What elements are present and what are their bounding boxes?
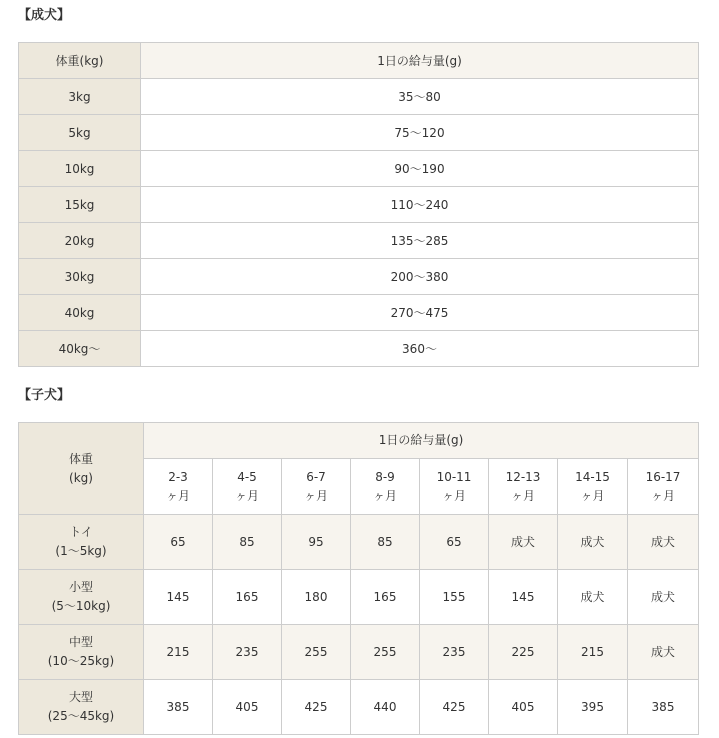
adult-row bbox=[19, 259, 699, 295]
adult-row bbox=[19, 151, 699, 187]
adult-amount-cell: 75〜120 bbox=[141, 115, 699, 151]
adult-row bbox=[19, 331, 699, 367]
puppy-month-unit: ヶ月 bbox=[580, 488, 605, 503]
puppy-month-range: 6-7 bbox=[306, 469, 326, 484]
puppy-amount-cell: 385 bbox=[144, 680, 213, 735]
puppy-amount-cell: 85 bbox=[213, 515, 282, 570]
puppy-size-label: トイ bbox=[69, 525, 93, 539]
puppy-amount-cell: 165 bbox=[351, 570, 420, 625]
adult-weight-cell: 20kg bbox=[19, 223, 141, 259]
puppy-month-unit: ヶ月 bbox=[234, 488, 259, 503]
puppy-amount-cell: 145 bbox=[144, 570, 213, 625]
puppy-month-range: 10-11 bbox=[436, 469, 472, 484]
puppy-month-unit: ヶ月 bbox=[441, 488, 466, 503]
puppy-month-range: 14-15 bbox=[575, 469, 610, 484]
adult-row bbox=[19, 115, 699, 151]
puppy-row bbox=[19, 625, 699, 680]
puppy-size-range: (5〜10kg) bbox=[51, 599, 111, 613]
puppy-size-label: 中型 bbox=[68, 635, 93, 649]
puppy-row bbox=[19, 680, 699, 735]
adult-amount-cell: 35〜80 bbox=[141, 79, 699, 115]
puppy-row bbox=[19, 570, 699, 625]
puppy-amount-cell: 成犬 bbox=[558, 515, 628, 570]
puppy-amount-cell: 145 bbox=[489, 570, 558, 625]
puppy-amount-cell: 95 bbox=[282, 515, 351, 570]
adult-amount-header: 1日の給与量(g) bbox=[141, 43, 699, 79]
puppy-month-unit: ヶ月 bbox=[510, 488, 535, 503]
adult-weight-cell: 40kg bbox=[19, 295, 141, 331]
puppy-month-header bbox=[558, 459, 628, 515]
puppy-month-header bbox=[282, 459, 351, 515]
puppy-amount-cell: 425 bbox=[282, 680, 351, 735]
puppy-amount-cell: 235 bbox=[420, 625, 489, 680]
puppy-header-row bbox=[19, 423, 699, 459]
adult-amount-cell: 200〜380 bbox=[141, 259, 699, 295]
puppy-feeding-table bbox=[18, 422, 699, 735]
puppy-amount-cell: 成犬 bbox=[628, 625, 699, 680]
puppy-amount-cell: 85 bbox=[351, 515, 420, 570]
puppy-amount-cell: 255 bbox=[351, 625, 420, 680]
puppy-amount-cell: 65 bbox=[420, 515, 489, 570]
adult-weight-cell: 15kg bbox=[19, 187, 141, 223]
adult-weight-header: 体重(kg) bbox=[19, 43, 141, 79]
adult-row bbox=[19, 187, 699, 223]
puppy-amount-cell: 425 bbox=[420, 680, 489, 735]
adult-amount-cell: 135〜285 bbox=[141, 223, 699, 259]
adult-weight-cell: 3kg bbox=[19, 79, 141, 115]
puppy-size-range: (1〜5kg) bbox=[55, 544, 107, 558]
adult-header-row bbox=[19, 43, 699, 79]
adult-amount-cell: 90〜190 bbox=[141, 151, 699, 187]
puppy-amount-cell: 成犬 bbox=[489, 515, 558, 570]
puppy-month-header bbox=[628, 459, 699, 515]
adult-amount-cell: 270〜475 bbox=[141, 295, 699, 331]
puppy-amount-cell: 440 bbox=[351, 680, 420, 735]
adult-row bbox=[19, 223, 699, 259]
puppy-month-range: 12-13 bbox=[505, 469, 541, 484]
puppy-size-cell bbox=[19, 680, 144, 735]
adult-weight-cell: 30kg bbox=[19, 259, 141, 295]
puppy-amount-header: 1日の給与量(g) bbox=[144, 423, 699, 459]
adult-row bbox=[19, 295, 699, 331]
puppy-amount-cell: 155 bbox=[420, 570, 489, 625]
adult-weight-cell: 5kg bbox=[19, 115, 141, 151]
puppy-amount-cell: 255 bbox=[282, 625, 351, 680]
puppy-amount-cell: 成犬 bbox=[558, 570, 628, 625]
puppy-amount-cell: 385 bbox=[628, 680, 699, 735]
adult-weight-cell: 10kg bbox=[19, 151, 141, 187]
puppy-amount-cell: 235 bbox=[213, 625, 282, 680]
puppy-amount-cell: 405 bbox=[489, 680, 558, 735]
puppy-weight-header-line2: (kg) bbox=[69, 470, 93, 485]
puppy-month-header bbox=[351, 459, 420, 515]
puppy-month-unit: ヶ月 bbox=[372, 488, 397, 503]
puppy-row bbox=[19, 515, 699, 570]
puppy-amount-cell: 395 bbox=[558, 680, 628, 735]
puppy-month-header bbox=[213, 459, 282, 515]
puppy-month-range: 16-17 bbox=[645, 469, 681, 484]
puppy-size-cell bbox=[19, 625, 144, 680]
adult-amount-cell: 360〜 bbox=[141, 331, 699, 367]
adult-amount-cell: 110〜240 bbox=[141, 187, 699, 223]
puppy-amount-cell: 215 bbox=[558, 625, 628, 680]
puppy-weight-header bbox=[19, 423, 144, 515]
puppy-size-label: 小型 bbox=[68, 580, 93, 594]
puppy-amount-cell: 成犬 bbox=[628, 515, 699, 570]
puppy-amount-cell: 180 bbox=[282, 570, 351, 625]
puppy-amount-cell: 405 bbox=[213, 680, 282, 735]
puppy-amount-cell: 165 bbox=[213, 570, 282, 625]
puppy-month-unit: ヶ月 bbox=[650, 488, 675, 503]
puppy-month-range: 8-9 bbox=[375, 469, 395, 484]
adult-heading: 【成犬】 bbox=[18, 8, 71, 23]
puppy-amount-cell: 65 bbox=[144, 515, 213, 570]
puppy-month-unit: ヶ月 bbox=[303, 488, 328, 503]
puppy-amount-cell: 225 bbox=[489, 625, 558, 680]
adult-feeding-table bbox=[18, 42, 699, 367]
puppy-heading: 【子犬】 bbox=[18, 388, 71, 403]
puppy-month-header bbox=[420, 459, 489, 515]
puppy-month-range: 2-3 bbox=[168, 469, 188, 484]
puppy-weight-header-line1: 体重 bbox=[68, 451, 93, 466]
adult-row bbox=[19, 79, 699, 115]
puppy-size-cell bbox=[19, 515, 144, 570]
puppy-month-range: 4-5 bbox=[237, 469, 257, 484]
puppy-size-range: (10〜25kg) bbox=[47, 654, 115, 668]
puppy-amount-cell: 215 bbox=[144, 625, 213, 680]
puppy-size-range: (25〜45kg) bbox=[47, 709, 115, 723]
puppy-month-header bbox=[144, 459, 213, 515]
puppy-month-header bbox=[489, 459, 558, 515]
puppy-size-cell bbox=[19, 570, 144, 625]
puppy-amount-cell: 成犬 bbox=[628, 570, 699, 625]
adult-weight-cell: 40kg〜 bbox=[19, 331, 141, 367]
puppy-month-unit: ヶ月 bbox=[165, 488, 190, 503]
puppy-size-label: 大型 bbox=[68, 690, 93, 704]
